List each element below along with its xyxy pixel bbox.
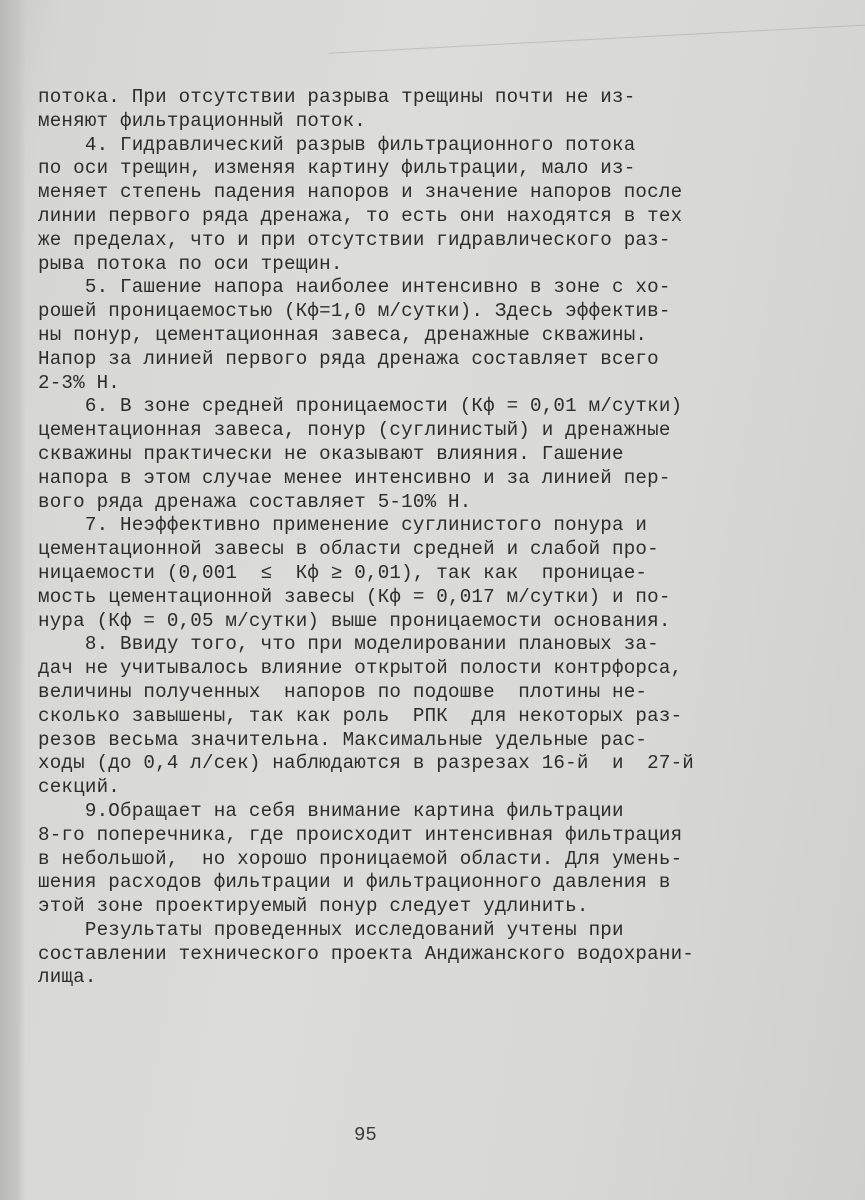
text-line: дач не учитывалось влияние открытой полости контрфорса, <box>38 657 683 680</box>
text-line: 5. Гашение напора наиболее интенсивно в зоне с хо- <box>38 276 671 299</box>
text-line: меняют фильтрационный поток. <box>38 109 367 132</box>
text-line: цементационной завесы в области средней и слабой про- <box>38 538 659 561</box>
text-line: вого ряда дренажа составляет 5-10% Н. <box>38 490 472 513</box>
text-line: ны понур, цементационная завеса, дренажные скважины. <box>38 323 648 346</box>
text-line: секций. <box>38 776 121 799</box>
text-line: по оси трещин, изменяя картину фильтрации, мало из- <box>38 157 636 180</box>
text-line: цементационная завеса, понур (суглинистый) и дренажные <box>38 419 671 442</box>
text-line: меняет степень падения напоров и значение напоров после <box>38 181 683 204</box>
page-left-edge-shadow <box>0 0 26 1200</box>
text-line: 8. Ввиду того, что при моделировании плановых за- <box>38 633 659 656</box>
text-line: ходы (до 0,4 л/сек) наблюдаются в разрезах 16-й и 27-й <box>38 752 695 775</box>
text-line: же пределах, что и при отсутствии гидравлического раз- <box>38 228 671 251</box>
document-body <box>38 86 783 990</box>
text-line: 8-го поперечника, где происходит интенсивная фильтрация <box>38 823 683 846</box>
text-line: составлении технического проекта Андижанского водохрани- <box>38 942 695 965</box>
text-line: ницаемости (0,001 ≤ Кф ≥ 0,01), так как проницае- <box>38 561 648 584</box>
text-line: этой зоне проектируемый понур следует удлинить. <box>38 895 589 918</box>
text-line: 6. В зоне средней проницаемости (Кф = 0,01 м/сутки) <box>38 395 683 418</box>
text-line: 2-3% Н. <box>38 371 121 394</box>
text-line: Напор за линией первого ряда дренажа составляет всего <box>38 347 659 370</box>
text-line: напора в этом случае менее интенсивно и за линией пер- <box>38 466 671 489</box>
text-line: шения расходов фильтрации и фильтрационного давления в <box>38 871 671 894</box>
text-line: мость цементационной завесы (Кф = 0,017 м/сутки) и по- <box>38 585 671 608</box>
page-number: 95 <box>354 1124 377 1146</box>
text-line: в небольшой, но хорошо проницаемой области. Для умень- <box>38 847 683 870</box>
text-line: рошей проницаемостью (Кф=1,0 м/сутки). Здесь эффектив- <box>38 300 671 323</box>
text-line: 9.Обращает на себя внимание картина фильтрации <box>38 799 624 822</box>
text-line: лища. <box>38 966 97 989</box>
text-line: Результаты проведенных исследований учтены при <box>38 918 624 941</box>
text-line: рыва потока по оси трещин. <box>38 252 343 275</box>
text-line: 4. Гидравлический разрыв фильтрационного потока <box>38 133 636 156</box>
text-line: резов весьма значительна. Максимальные удельные рас- <box>38 728 648 751</box>
text-line: сколько завышены, так как роль РПК для некоторых раз- <box>38 704 683 727</box>
text-line: скважины практически не оказывают влияния. Гашение <box>38 442 624 465</box>
text-line: величины полученных напоров по подошве плотины не- <box>38 680 648 703</box>
text-line: потока. При отсутствии разрыва трещины почти не из- <box>38 86 636 108</box>
text-line: линии первого ряда дренажа, то есть они находятся в тех <box>38 204 683 227</box>
text-line: нура (Кф = 0,05 м/сутки) выше проницаемости основания. <box>38 609 671 632</box>
text-line: 7. Неэффективно применение суглинистого понура и <box>38 514 648 537</box>
